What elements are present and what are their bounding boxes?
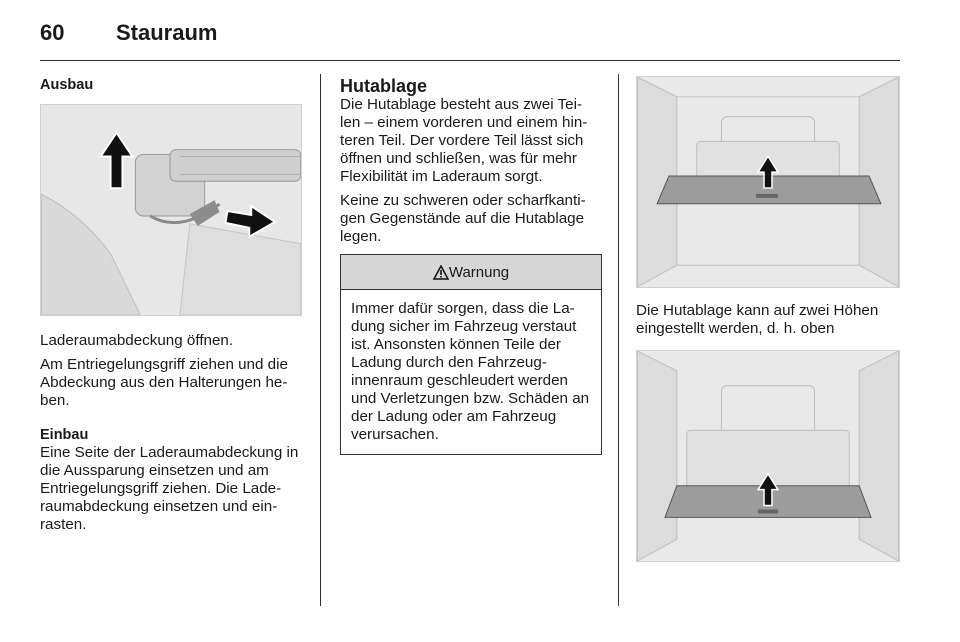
subheading-ausbau: Ausbau — [40, 77, 94, 93]
figure-parcel-shelf-upper — [636, 76, 900, 288]
paragraph-install: Eine Seite der Laderaumabdeckung in die Aussparung einsetzen und am Entriegelungsgriff ziehen. Die Lade-raumabdeckung einsetzen und ein-rasten. — [40, 444, 299, 533]
page-number: 60 — [40, 20, 65, 45]
paragraph-hutablage-load: Keine zu schweren oder scharfkanti-gen Gegenstände auf die Hutablage legen. — [340, 192, 586, 245]
warning-text: Immer dafür sorgen, dass die La-dung sicher im Fahrzeug verstaut ist. Ansonsten können Teile der Ladung durch den Fahrzeug-innenraum geschleudert werden und Verletzungen bzw. Schäden an der Ladung oder am Fahrzeug verursachen. — [351, 300, 590, 443]
column-divider-2 — [618, 74, 619, 606]
cargo-cover-illustration — [41, 105, 301, 315]
warning-title: Warnung — [448, 263, 510, 281]
warning-box — [340, 254, 602, 455]
paragraph-two-heights: Die Hutablage kann auf zwei Höhen eingestellt werden, d. h. oben — [636, 302, 879, 337]
paragraph-pull-release: Am Entriegelungsgriff ziehen und die Abdeckung aus den Halterungen he-ben. — [40, 356, 288, 409]
paragraph-hutablage-intro: Die Hutablage besteht aus zwei Tei-len – einem vorderen und einem hin-teren Teil. Der vordere Teil lässt sich öffnen und schließen, was für mehr Flexibilität im Laderaum sorgt. — [340, 96, 588, 185]
parcel-shelf-lower-illustration — [637, 351, 899, 561]
warning-header — [341, 255, 601, 290]
column-divider-1 — [320, 74, 321, 606]
column-3 — [636, 76, 902, 562]
page-header — [40, 18, 900, 61]
parcel-shelf-upper-illustration — [637, 77, 899, 287]
subheading-einbau: Einbau — [40, 427, 89, 443]
column-2 — [340, 76, 602, 455]
paragraph-open-cover: Laderaumabdeckung öffnen. — [40, 332, 234, 349]
warning-triangle-icon — [433, 265, 449, 280]
figure-parcel-shelf-lower — [636, 350, 900, 562]
section-title: Stauraum — [116, 20, 218, 45]
column-1 — [40, 76, 304, 534]
heading-hutablage: Hutablage — [340, 76, 428, 96]
figure-cargo-cover-removal — [40, 104, 302, 316]
